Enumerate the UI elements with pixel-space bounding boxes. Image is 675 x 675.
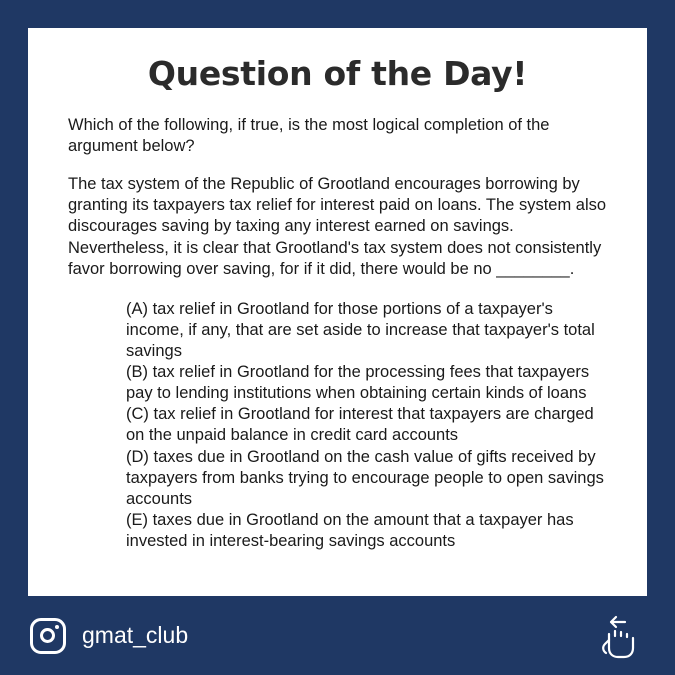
list-item[interactable]: (C) tax relief in Grootland for interest that taxpayers are charged on the unpaid balance in credit card accounts <box>126 405 594 445</box>
card-content <box>28 28 647 552</box>
swipe-up-hand-icon[interactable] <box>593 610 645 662</box>
list-item[interactable]: (A) tax relief in Grootland for those portions of a taxpayer's income, if any, that are set aside to increase that taxpayer's total savings <box>126 299 595 360</box>
page-title: Question of the Day! <box>147 54 528 93</box>
list-item[interactable]: (B) tax relief in Grootland for the processing fees that taxpayers pay to lending institutions when obtaining certain kinds of loans <box>126 363 590 403</box>
instagram-icon[interactable] <box>30 618 66 654</box>
instagram-lens <box>40 628 55 643</box>
question-passage: The tax system of the Republic of Grootland encourages borrowing by granting its taxpayers tax relief for interest paid on loans. The system also discourages saving by taxing any interest earned on savings. Nevertheless, it is clear that Grootland's tax system does not consistently favor borrowing over saving, for if it did, there would be no ________. <box>68 175 607 278</box>
question-card <box>28 28 647 596</box>
list-item[interactable]: (D) taxes due in Grootland on the cash value of gifts received by taxpayers from banks trying to encourage people to open savings accounts <box>126 447 604 508</box>
footer-bar <box>0 596 675 675</box>
question-prompt: Which of the following, if true, is the most logical completion of the argument below? <box>68 116 550 156</box>
instagram-dot <box>55 625 59 629</box>
list-item[interactable]: (E) taxes due in Grootland on the amount that a taxpayer has invested in interest-bearing savings accounts <box>126 510 574 550</box>
account-handle: gmat_club <box>82 622 189 648</box>
answer-choices <box>68 299 607 552</box>
